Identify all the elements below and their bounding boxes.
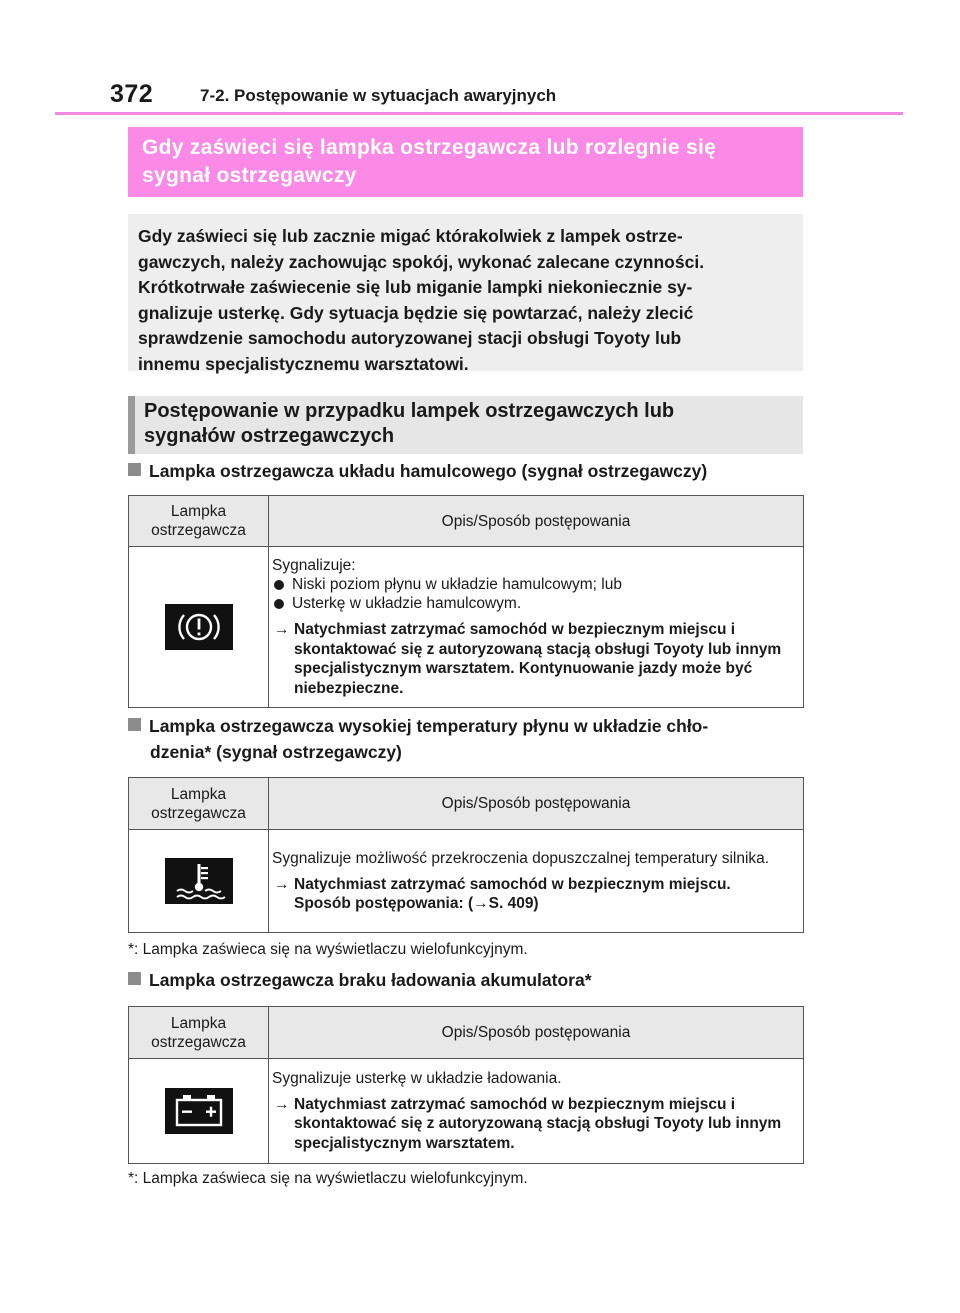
battery-charge-icon [165, 1088, 233, 1134]
page-reference-link[interactable]: S. 409) [488, 895, 539, 912]
description-intro: Sygnalizuje usterkę w układzie ładowania. [272, 1069, 562, 1087]
action-text-line-2-prefix: Sposób postępowania: ( [294, 895, 474, 912]
table-header-row [129, 1007, 804, 1059]
column-header-description: Opis/Sposób postępowania [269, 496, 804, 547]
battery-warning-table [128, 1006, 804, 1164]
sub-heading-line-1: Postępowanie w przypadku lampek ostrzegawczych lub [144, 400, 675, 422]
column-header-lamp-line-1: Lampka [170, 503, 227, 520]
action-instruction [272, 875, 797, 914]
intro-line-2: gawczych, należy zachowując spokój, wykonać zalecane czynności. [138, 251, 705, 272]
section-title: 7-2. Postępowanie w sytuacjach awaryjnych [200, 86, 557, 105]
sub-heading-line-2: sygnałów ostrzegawczych [144, 425, 395, 447]
column-header-description: Opis/Sposób postępowania [269, 778, 804, 830]
intro-line-5: sprawdzenie samochodu autoryzowanej stacji obsługi Toyoty lub [138, 328, 682, 349]
battery-section-heading [128, 967, 592, 993]
brake-warning-icon [165, 604, 233, 650]
intro-box [128, 214, 803, 374]
intro-line-3: Krótkotrwałe zaświecenie się lub miganie lampki niekoniecznie sy- [138, 277, 693, 298]
table-header-row [129, 496, 804, 547]
page-reference-arrow-icon: → [473, 895, 489, 912]
square-bullet-icon [128, 972, 141, 985]
coolant-temperature-icon [165, 858, 233, 904]
action-text: Natychmiast zatrzymać samochód w bezpiecznym miejscu i skontaktować się z autoryzowaną stacją obsługi Toyoty lub innym specjalistycznym warsztatem. [294, 1095, 782, 1152]
action-text: Natychmiast zatrzymać samochód w bezpiecznym miejscu i skontaktować się z autoryzowaną stacją obsługi Toyoty lub innym specjalistycznym warsztatem. Kontynuowanie jazdy może być niebezpieczne. [294, 621, 782, 697]
bullet-item: Niski poziom płynu w układzie hamulcowym; lub [272, 575, 797, 594]
description-cell [269, 1059, 804, 1164]
page-header [100, 74, 900, 114]
description-cell [269, 830, 804, 933]
column-header-lamp-line-2: ostrzegawcza [151, 1033, 246, 1051]
column-header-lamp-line-1: Lampka [170, 785, 227, 803]
coolant-heading-line-2: dzenia* (sygnał ostrzegawczy) [150, 742, 402, 762]
column-header-lamp-line-1: Lampka [170, 1014, 227, 1032]
intro-line-6: innemu specjalistycznemu warsztatowi. [138, 353, 469, 374]
brake-heading-text: Lampka ostrzegawcza układu hamulcowego (sygnał ostrzegawczy) [149, 461, 708, 481]
coolant-section-heading [128, 713, 708, 765]
description-intro: Sygnalizuje możliwość przekroczenia dopuszczalnej temperatury silnika. [272, 849, 770, 867]
description-intro: Sygnalizuje: [272, 557, 356, 574]
table-row [129, 547, 804, 708]
header-divider [55, 112, 903, 115]
action-instruction [272, 1095, 797, 1154]
table-row [129, 830, 804, 933]
lamp-cell [129, 830, 269, 933]
arrow-right-icon: → [274, 621, 290, 638]
column-header-lamp [129, 496, 269, 547]
arrow-right-icon: → [274, 875, 290, 893]
sub-heading-banner [128, 396, 803, 454]
column-header-description: Opis/Sposób postępowania [269, 1007, 804, 1059]
page-number: 372 [110, 80, 154, 108]
coolant-heading-line-1: Lampka ostrzegawcza wysokiej temperatury płynu w układzie chło- [149, 716, 709, 736]
action-text-line-1: Natychmiast zatrzymać samochód w bezpiecznym miejscu. [294, 875, 731, 893]
table-header-row [129, 778, 804, 830]
column-header-lamp-line-2: ostrzegawcza [151, 804, 246, 822]
column-header-lamp-line-2: ostrzegawcza [151, 522, 246, 539]
intro-line-4: gnalizuje usterkę. Gdy sytuacja będzie się powtarzać, należy zlecić [138, 302, 694, 323]
brake-warning-table [128, 495, 804, 708]
main-heading-banner [128, 127, 803, 197]
intro-line-1: Gdy zaświeci się lub zacznie migać którakolwiek z lampek ostrze- [138, 226, 683, 246]
main-heading-line-1: Gdy zaświeci się lampka ostrzegawcza lub rozlegnie się [142, 136, 717, 159]
bullet-item: Usterkę w układzie hamulcowym. [272, 594, 797, 613]
brake-section-heading [128, 458, 707, 484]
square-bullet-icon [128, 463, 141, 476]
coolant-warning-table [128, 777, 804, 933]
battery-heading-text: Lampka ostrzegawcza braku ładowania akumulatora* [149, 970, 592, 990]
square-bullet-icon [128, 718, 141, 731]
footnote: *: Lampka zaświeca się na wyświetlaczu wielofunkcyjnym. [128, 941, 528, 958]
action-instruction [272, 620, 797, 698]
column-header-lamp [129, 1007, 269, 1059]
main-heading-line-2: sygnał ostrzegawczy [142, 164, 357, 187]
lamp-cell [129, 547, 269, 708]
footnote: *: Lampka zaświeca się na wyświetlaczu wielofunkcyjnym. [128, 1170, 528, 1187]
column-header-lamp [129, 778, 269, 830]
lamp-cell [129, 1059, 269, 1164]
description-cell [269, 547, 804, 708]
table-row [129, 1059, 804, 1164]
arrow-right-icon: → [274, 1095, 290, 1113]
